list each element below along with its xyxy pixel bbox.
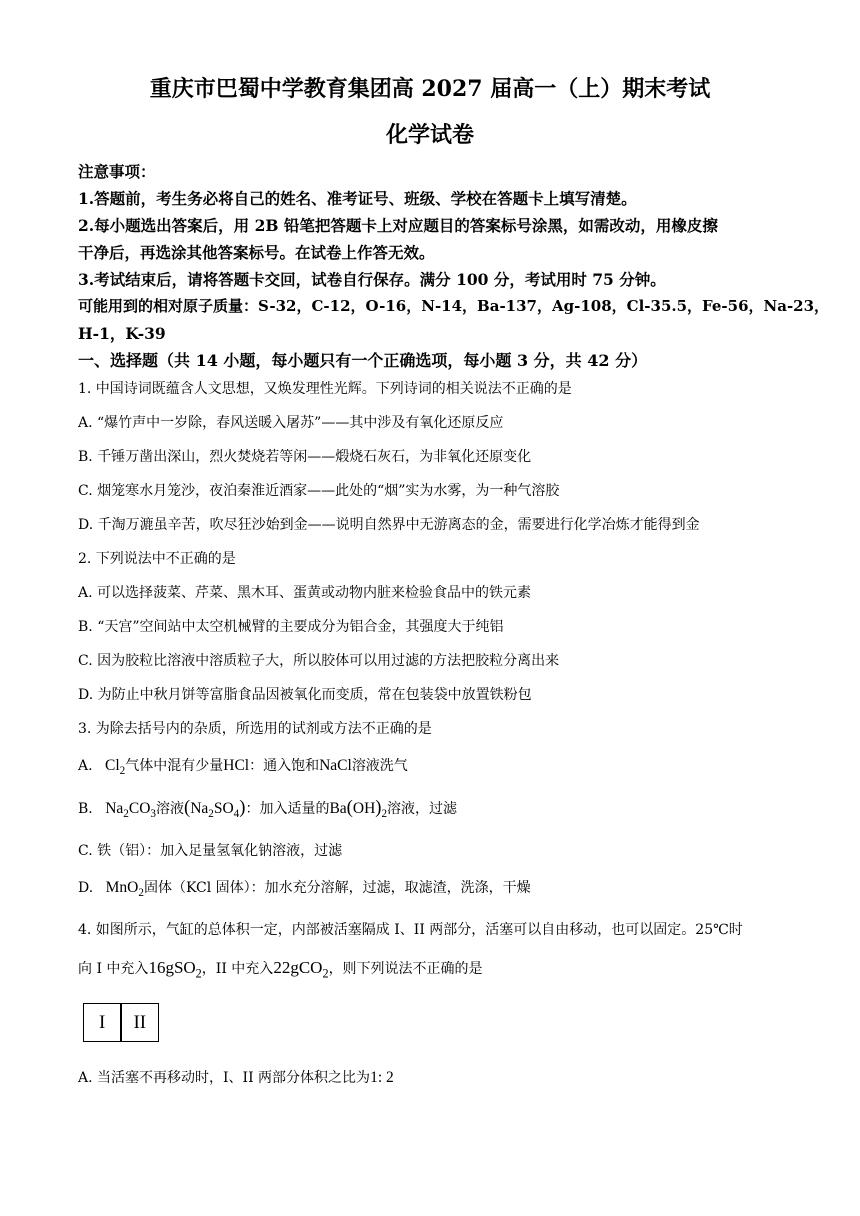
q3-stem: 3. 为除去括号内的杂质，所选用的试剂或方法不正确的是 [78,721,432,737]
q3-b-paren-open: ( [183,797,191,818]
q3-d-sub-2: 2 [138,886,144,899]
q2-option-a: A. 可以选择菠菜、芹菜、黑木耳、蛋黄或动物内脏来检验食品中的铁元素 [78,585,532,601]
note-2-line-1: 2.每小题选出答案后，用 2B 铅笔把答题卡上对应题目的答案标号涂黑，如需改动，用橡皮擦 [78,216,718,235]
q4-stem-text-1: 向 I 中充入 [78,961,149,977]
q3-b-formula-na2so4 [183,797,246,820]
q3-d-formula-mno2 [105,879,144,899]
q4-a-text: A. 当活塞不再移动时，I、II 两部分体积之比为 [78,1070,371,1086]
q3-b-paren2-open: ( [346,797,353,818]
q2-option-d: D. 为防止中秋月饼等富脂食品因被氧化而变质，常在包装袋中放置铁粉包 [78,687,532,703]
q4-option-a [78,1067,788,1087]
q3-b-na: Na [105,800,124,817]
q1-option-d: D. 千淘万漉虽辛苦，吹尽狂沙始到金——说明自然界中无游离态的金，需要进行化学冶炼才能得到金 [78,517,700,533]
q3-d-label: D. [78,880,94,896]
q3-b-formula-na2co3 [105,800,156,820]
q3-b-sub-2b: 2 [208,807,214,820]
q2-option-b: B. “天宫”空间站中太空机械臂的主要成分为铝合金，其强度大于纯铝 [78,619,504,635]
q4-a-ratio: 1: 2 [370,1069,394,1086]
q3-a-text-2: ：通入饱和 [249,758,320,774]
note-3: 3.考试结束后，请将答题卡交回，试卷自行保存。满分 100 分，考试用时 75 分钟。 [78,270,666,289]
notes-heading: 注意事项： [78,162,156,181]
q4-stem-line-2 [78,958,788,981]
note-2-line-2: 干净后，再选涂其他答案标号。在试卷上作答无效。 [78,243,435,262]
q3-b-paren2-close: ) [375,797,382,818]
exam-subtitle: 化学试卷 [385,122,474,148]
q3-a-label: A. [78,758,93,774]
q3-a-formula-nacl: NaCl [319,757,352,774]
q3-option-c: C. 铁（铝）：加入足量氢氧化钠溶液，过滤 [78,843,343,859]
q3-a-formula-hcl: HCl [223,757,250,774]
q4-so2-sub: 2 [195,966,202,981]
q2-stem: 2. 下列说法中不正确的是 [78,551,236,567]
q4-formula-co2 [273,958,329,981]
atomic-masses-line-2: H-1，K-39 [78,324,166,343]
q3-b-formula-baoh2 [329,797,388,820]
q3-a-text-1: 气体中混有少量 [125,758,224,774]
q3-b-paren-close: ) [239,797,246,818]
q1-stem: 1. 中国诗词既蕴含人文思想，又焕发理性光辉。下列诗词的相关说法不正确的是 [78,381,572,397]
q4-stem-line-1: 4. 如图所示，气缸的总体积一定，内部被活塞隔成 I、II 两部分，活塞可以自由移动，也可以固定。25℃时 [78,922,743,938]
q3-d-text-1: 固体（KCl 固体）：加水充分溶解，过滤，取滤渣，洗涤，干燥 [143,880,531,896]
cylinder-part-2: II [133,1011,147,1033]
q3-b-sub-2c: 2 [381,807,388,820]
exam-title: 重庆市巴蜀中学教育集团高 2027 届高一（上）期末考试 [149,76,711,102]
section-1-heading: 一、选择题（共 14 小题，每小题只有一个正确选项，每小题 3 分，共 42 分） [78,351,648,370]
q3-b-sub-4: 4 [233,807,240,820]
q1-option-c: C. 烟笼寒水月笼沙，夜泊秦淮近酒家——此处的“烟”实为水雾，为一种气溶胶 [78,483,560,499]
note-1: 1.答题前，考生务必将自己的姓名、准考证号、班级、学校在答题卡上填写清楚。 [78,189,637,208]
q4-stem-text-3: ，则下列说法不正确的是 [328,961,483,977]
q3-a-text-3: 溶液洗气 [351,758,408,774]
q1-option-a: A. “爆竹声中一岁除，春风送暖入屠苏”——其中涉及有氧化还原反应 [78,415,504,431]
q3-b-text-1: 溶液 [155,801,184,817]
q3-option-d [78,877,788,897]
q3-b-sub-2: 2 [123,807,129,820]
q3-b-ba: Ba [329,800,347,817]
q3-b-text-2: ：加入适量的 [245,801,330,817]
q3-b-co: CO [128,800,151,817]
q3-option-a [78,755,788,775]
q3-b-na-2: Na [190,800,209,817]
q3-b-label: B. [78,801,93,817]
q3-b-text-3: 溶液，过滤 [387,801,458,817]
atomic-masses-line-1: 可能用到的相对原子质量：S-32，C-12，O-16，N-14，Ba-137，Ag-108，Cl-35.5，Fe-56，Na-23， [78,297,830,315]
q3-d-mno: MnO [105,879,139,896]
cylinder-diagram [83,1003,159,1042]
q4-co2-base: 22gCO [273,958,323,977]
q2-option-c: C. 因为胶粒比溶液中溶质粒子大，所以胶体可以用过滤的方法把胶粒分离出来 [78,653,560,669]
q4-so2-base: 16gSO [148,958,196,977]
q3-b-so: SO [213,800,234,817]
q3-b-oh: OH [352,800,376,817]
q4-stem-text-2: ，II 中充入 [201,961,274,977]
q3-a-formula-cl2-base: Cl [105,757,120,774]
q3-a-formula-cl2-sub: 2 [119,764,126,777]
q3-b-sub-3: 3 [150,807,156,820]
cylinder-part-1: I [99,1011,106,1033]
q1-option-b: B. 千锤万凿出深山，烈火焚烧若等闲——煅烧石灰石，为非氧化还原变化 [78,449,532,465]
q4-co2-sub: 2 [322,966,329,981]
q3-option-b [78,797,788,819]
q4-formula-so2 [148,958,202,981]
q3-a-formula-cl2 [105,757,126,777]
